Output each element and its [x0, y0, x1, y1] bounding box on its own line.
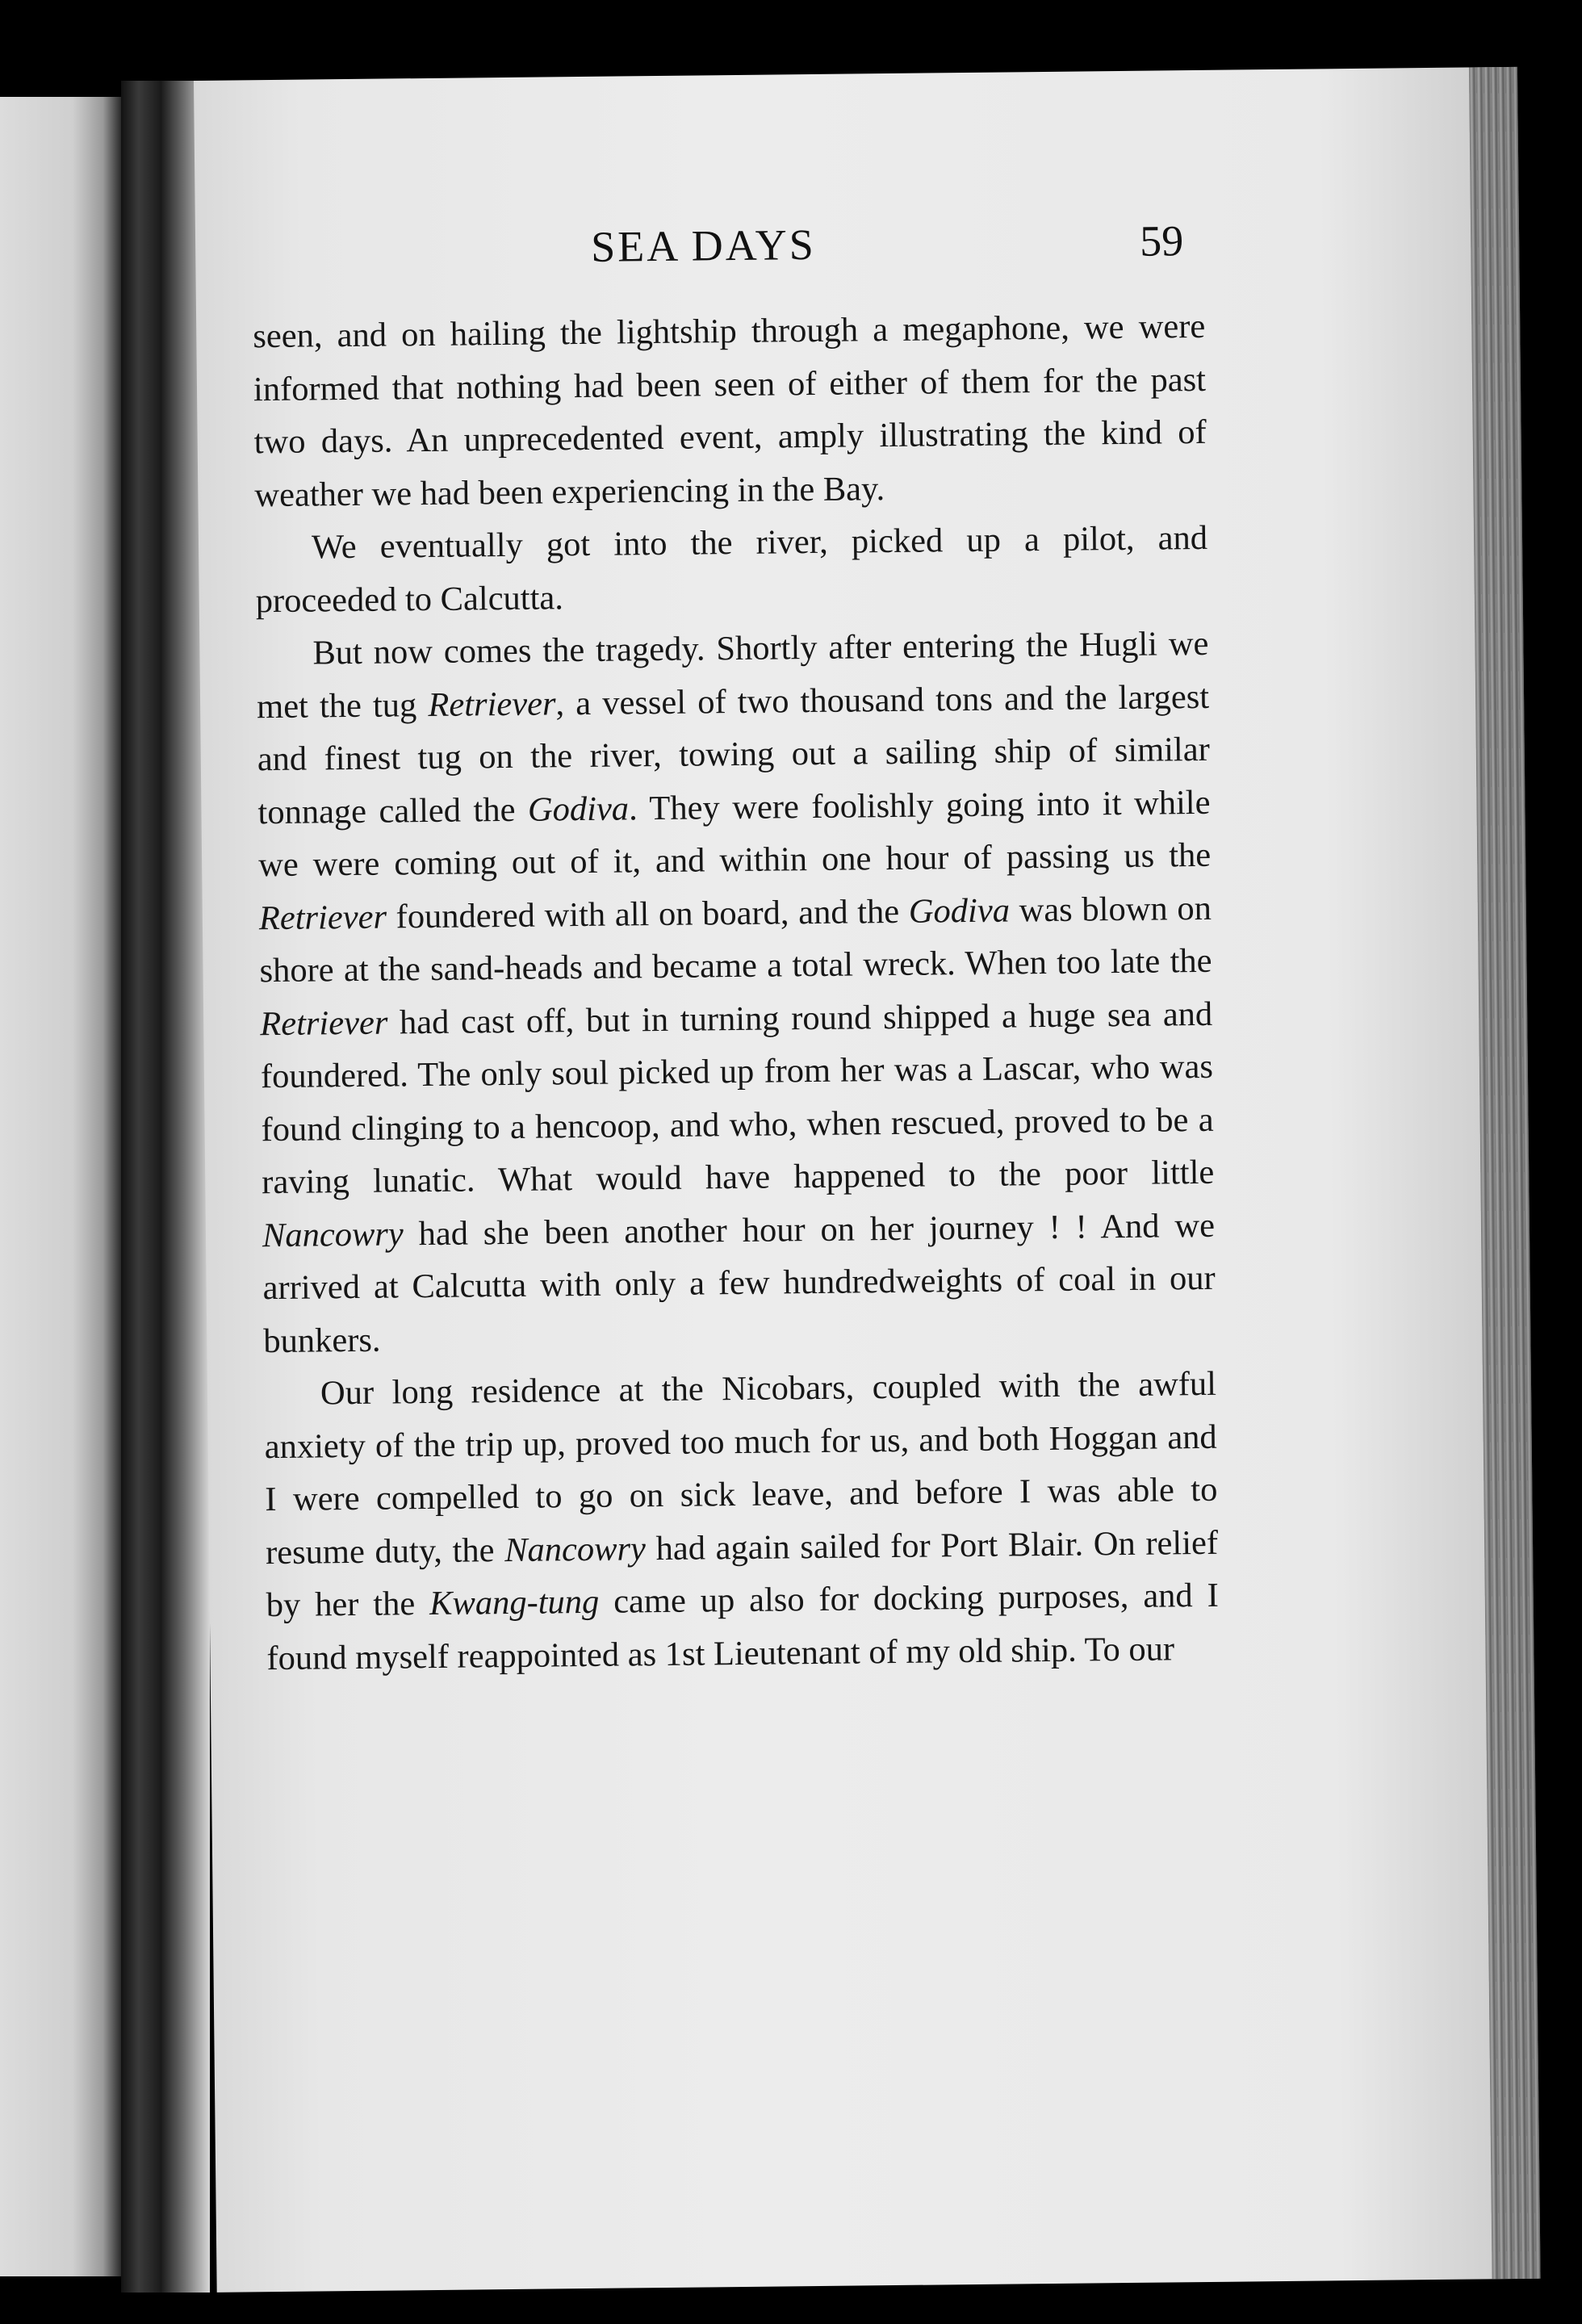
paragraph-3-text-a: But now comes the tragedy. Shortly after entering the Hugli we met the tug: [256, 624, 1209, 726]
paragraph-3-text-c: . They were foolishly going into it while we were coming out of it, and within one hour of passing us the: [257, 783, 1212, 885]
body-text: [253, 300, 1220, 1685]
page-header: [195, 213, 1407, 291]
paragraph-3-text-e: was blown on shore at the sand-heads and became a total wreck. When too late the: [259, 889, 1212, 990]
paragraph-3-text-g: had she been another hour on her journey ! ! And we arrived at Calcutta with only a few hundredweights of coal in our bunkers.: [262, 1206, 1216, 1360]
paragraph-4-text-b: had again sailed for Port Blair. On relief by her the: [266, 1523, 1219, 1625]
ship-name-nancowry: Nancowry: [262, 1214, 404, 1254]
ship-name-retriever: Retriever: [428, 684, 556, 724]
ship-name-godiva: Godiva: [908, 890, 1011, 931]
ship-name-nancowry: Nancowry: [504, 1529, 647, 1569]
paragraph-4: [264, 1358, 1220, 1685]
ship-name-kwang-tung: Kwang-tung: [429, 1582, 600, 1623]
ship-name-retriever: Retriever: [259, 1003, 388, 1043]
paragraph-2: We eventually got into the river, picked up a pilot, and proceeded to Calcutta.: [255, 518, 1208, 620]
ship-name-retriever: Retriever: [258, 898, 387, 937]
left-page-edge: [0, 97, 121, 2276]
paragraph-4-text-a: Our long residence at the Nicobars, coupled with the awful anxiety of the trip up, proved too much for us, and both Hoggan and I were compelled to go on sick leave, and before I was able to resume duty, the: [264, 1364, 1218, 1572]
paragraph-4-text-c: came up also for docking purposes, and I found myself reappointed as 1st Lieutenant of my old ship. To our: [266, 1576, 1219, 1677]
paragraph-3-text-f: had cast off, but in turning round shipped a huge sea and foundered. The only soul picked up from her was a Lascar, who was found clinging to a hencoop, and who, when rescued, proved to be a raving lunatic. What would have happened to the poor little: [260, 995, 1215, 1202]
paragraph-3-text-d: foundered with all on board, and the: [386, 892, 910, 936]
running-head: SEA DAYS: [590, 220, 817, 271]
page-number: 59: [1139, 216, 1184, 266]
paragraph-1: seen, and on hailing the lightship through a megaphone, we were informed that nothing had been seen of either of them for the past two days. An unprecedented event, amply illustrating the kind of weather we had been experiencing in the Bay.: [253, 307, 1207, 514]
page-edge-right: [1469, 67, 1541, 2279]
book-page: [194, 67, 1541, 2293]
paragraph-3-text-b: , a vessel of two thousand tons and the largest and finest tug on the river, towing out a sailing ship of similar tonnage called the: [257, 677, 1210, 831]
ship-name-godiva: Godiva: [527, 789, 630, 829]
paragraph-3: [256, 618, 1216, 1367]
